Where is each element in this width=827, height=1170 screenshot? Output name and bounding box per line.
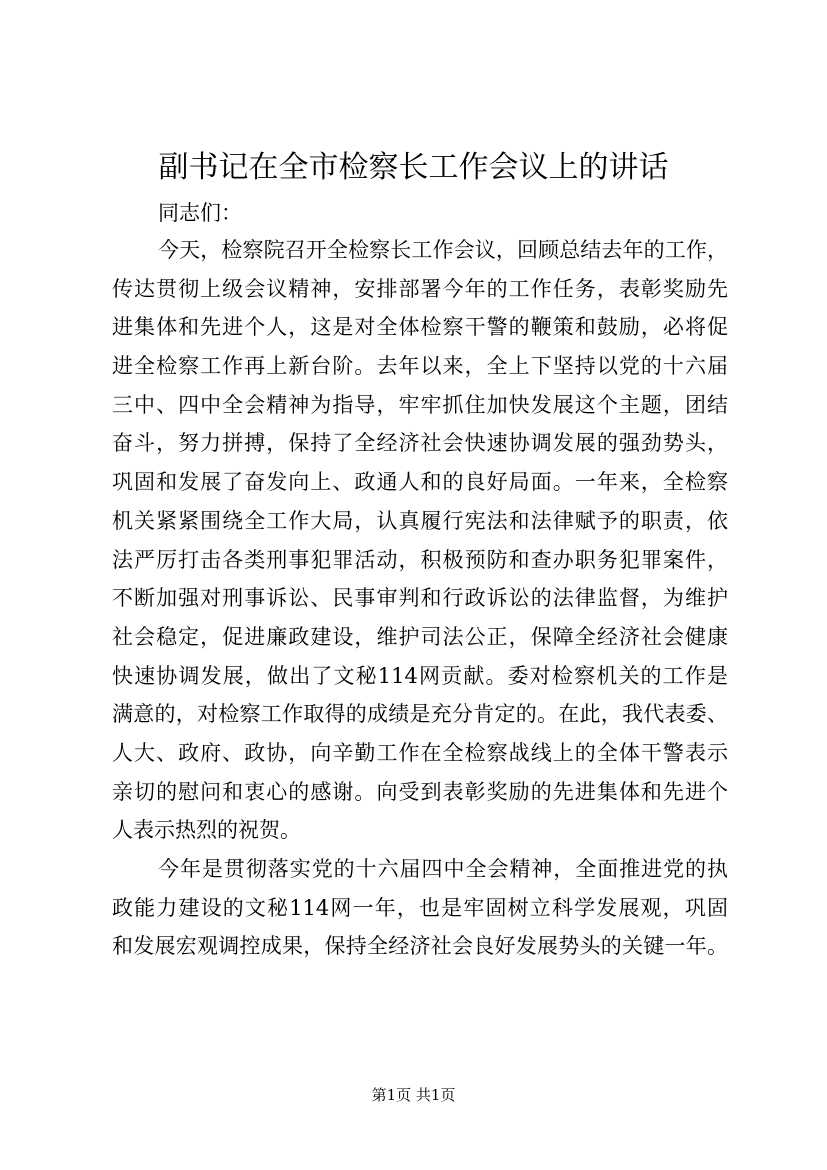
- text-line: 满意的，对检察工作取得的成绩是充分肯定的。在此，我代表委、: [112, 702, 728, 727]
- document-body: [112, 231, 728, 966]
- text-line: 进全检察工作再上新台阶。去年以来，全上下坚持以党的十六届: [112, 354, 728, 379]
- text-line: 快速协调发展，做出了文秘114网贡献。委对检察机关的工作是: [112, 663, 728, 688]
- document-title: 副书记在全市检察长工作会议上的讲话: [158, 150, 669, 185]
- text-line: 三中、四中全会精神为指导，牢牢抓住加快发展这个主题，团结: [112, 392, 728, 417]
- text-line: 法严厉打击各类刑事犯罪活动，积极预防和查办职务犯罪案件，: [112, 547, 728, 572]
- text-line: 政能力建设的文秘114网一年，也是牢固树立科学发展观，巩固: [112, 895, 728, 920]
- paragraph-2: [112, 850, 728, 966]
- text-line: 今天，检察院召开全检察长工作会议，回顾总结去年的工作，: [158, 238, 728, 262]
- text-line: 人大、政府、政协，向辛勤工作在全检察战线上的全体干警表示: [112, 740, 728, 765]
- text-line: 传达贯彻上级会议精神，安排部署今年的工作任务，表彰奖励先: [112, 276, 728, 301]
- text-line: 社会稳定，促进廉政建设，维护司法公正，保障全经济社会健康: [112, 624, 728, 649]
- paragraph-1: [112, 231, 728, 850]
- text-line: 不断加强对刑事诉讼、民事审判和行政诉讼的法律监督，为维护: [112, 586, 728, 611]
- text-line: 亲切的慰问和衷心的感谢。向受到表彰奖励的先进集体和先进个: [112, 779, 728, 804]
- text-line: 奋斗，努力拼搏，保持了全经济社会快速协调发展的强劲势头，: [112, 431, 728, 456]
- text-line: 进集体和先进个人，这是对全体检察干警的鞭策和鼓励，必将促: [112, 315, 728, 340]
- page-footer: 第1页 共1页: [371, 1086, 456, 1104]
- text-line: 今年是贯彻落实党的十六届四中全会精神，全面推进党的执: [158, 857, 728, 881]
- greeting: 同志们：: [158, 201, 242, 225]
- text-line: 巩固和发展了奋发向上、政通人和的良好局面。一年来，全检察: [112, 470, 728, 495]
- text-line: 机关紧紧围绕全工作大局，认真履行宪法和法律赋予的职责，依: [112, 508, 728, 533]
- text-line: 和发展宏观调控成果，保持全经济社会良好发展势头的关键一年。: [112, 934, 728, 959]
- text-line: 人表示热烈的祝贺。: [112, 818, 301, 843]
